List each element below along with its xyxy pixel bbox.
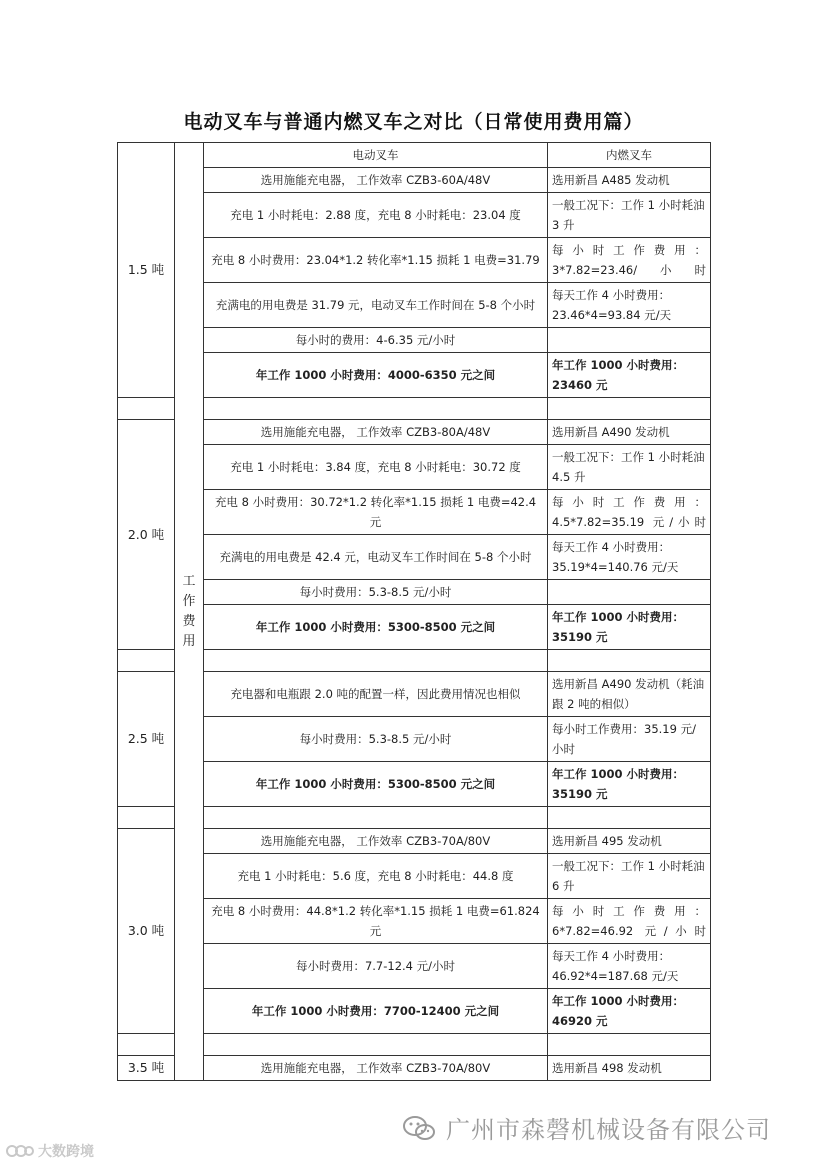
combustion-annual-cell: 年工作 1000 小时费用： 46920 元 [548,989,711,1034]
electric-cell: 每小时费用：5.3-8.5 元/小时 [204,717,548,762]
company-name: 广州市森磬机械设备有限公司 [446,1116,771,1144]
tonnage-cell: 1.5 吨 [118,143,175,398]
table-row [118,944,711,989]
combustion-cell: 选用新昌 A485 发动机 [548,168,711,193]
table-row [118,899,711,944]
brand-logo-icon [6,1143,34,1159]
table-row [118,445,711,490]
electric-cell: 充电 8 小时费用：30.72*1.2 转化率*1.15 损耗 1 电费=42.4 元 [204,490,548,535]
electric-header: 电动叉车 [204,143,548,168]
table-row [118,762,711,807]
empty-cell [118,650,175,672]
electric-cell: 选用施能充电器， 工作效率 CZB3-80A/48V [204,420,548,445]
table-row [118,580,711,605]
category-label: 工作费用 [182,573,196,649]
combustion-annual-cell: 年工作 1000 小时费用： 23460 元 [548,353,711,398]
combustion-cell: 每 小 时 工 作 费 用 ： 3*7.82=23.46/小时 [548,238,711,283]
table-row [118,605,711,650]
electric-cell: 选用施能充电器， 工作效率 CZB3-70A/80V [204,1056,548,1081]
table-row [118,283,711,328]
page-title: 电动叉车与普通内燃叉车之对比（日常使用费用篇） [183,111,644,133]
electric-annual-cell: 年工作 1000 小时费用：5300-8500 元之间 [204,762,548,807]
tonnage-cell: 3.5 吨 [118,1056,175,1081]
electric-cell: 充电 1 小时耗电：2.88 度，充电 8 小时耗电：23.04 度 [204,193,548,238]
electric-cell: 充电 1 小时耗电：3.84 度，充电 8 小时耗电：30.72 度 [204,445,548,490]
wechat-icon [402,1114,436,1142]
company-footer [402,1110,771,1145]
table-row [118,168,711,193]
combustion-cell: 每小时工作费用：35.19 元/小时 [548,717,711,762]
empty-cell [548,398,711,420]
tonnage-cell: 3.0 吨 [118,829,175,1034]
empty-cell [118,398,175,420]
table-row [118,490,711,535]
electric-cell: 充满电的用电费是 42.4 元，电动叉车工作时间在 5-8 个小时 [204,535,548,580]
combustion-cell: 选用新昌 498 发动机 [548,1056,711,1081]
spacer-row [118,398,711,420]
electric-annual-cell: 年工作 1000 小时费用：5300-8500 元之间 [204,605,548,650]
electric-cell: 每小时费用：5.3-8.5 元/小时 [204,580,548,605]
empty-cell [548,807,711,829]
combustion-cell: 每 小 时 工 作 费 用 ： 6*7.82=46.92 元/小时 [548,899,711,944]
combustion-cell: 选用新昌 495 发动机 [548,829,711,854]
cost-comparison-table [117,142,711,1081]
spacer-row [118,807,711,829]
table-row [118,1056,711,1081]
table-row [118,238,711,283]
spacer-row [118,650,711,672]
table-row [118,854,711,899]
electric-cell: 充电 8 小时费用：23.04*1.2 转化率*1.15 损耗 1 电费=31.79 [204,238,548,283]
table-row [118,989,711,1034]
combustion-cell: 每天工作 4 小时费用： 23.46*4=93.84 元/天 [548,283,711,328]
watermark-text: 大数跨境 [38,1144,94,1160]
electric-cell: 每小时的费用：4-6.35 元/小时 [204,328,548,353]
electric-annual-cell: 年工作 1000 小时费用：4000-6350 元之间 [204,353,548,398]
combustion-cell: 选用新昌 A490 发动机 [548,420,711,445]
combustion-cell [548,328,711,353]
combustion-annual-cell: 年工作 1000 小时费用： 35190 元 [548,605,711,650]
tonnage-cell: 2.5 吨 [118,672,175,807]
empty-cell [548,1034,711,1056]
empty-cell [118,1034,175,1056]
electric-cell: 充电 8 小时费用：44.8*1.2 转化率*1.15 损耗 1 电费=61.824 元 [204,899,548,944]
table-row [118,717,711,762]
combustion-cell: 一般工况下：工作 1 小时耗油 4.5 升 [548,445,711,490]
combustion-cell: 每 小 时 工 作 费 用 ： 4.5*7.82=35.19 元/小时 [548,490,711,535]
empty-cell [548,650,711,672]
combustion-cell [548,580,711,605]
watermark [6,1141,94,1161]
table-row [118,193,711,238]
header-row [118,143,711,168]
table-row [118,328,711,353]
electric-cell: 充电 1 小时耗电：5.6 度，充电 8 小时耗电：44.8 度 [204,854,548,899]
table-row [118,535,711,580]
electric-cell: 充满电的用电费是 31.79 元，电动叉车工作时间在 5-8 个小时 [204,283,548,328]
electric-cell: 选用施能充电器， 工作效率 CZB3-70A/80V [204,829,548,854]
combustion-cell: 选用新昌 A490 发动机（耗油跟 2 吨的相似） [548,672,711,717]
tonnage-cell: 2.0 吨 [118,420,175,650]
combustion-header: 内燃叉车 [548,143,711,168]
combustion-annual-cell: 年工作 1000 小时费用： 35190 元 [548,762,711,807]
empty-cell [118,807,175,829]
empty-cell [204,1034,548,1056]
combustion-cell: 每天工作 4 小时费用： 46.92*4=187.68 元/天 [548,944,711,989]
combustion-cell: 一般工况下：工作 1 小时耗油 6 升 [548,854,711,899]
table-row [118,353,711,398]
empty-cell [204,398,548,420]
electric-cell: 充电器和电瓶跟 2.0 吨的配置一样，因此费用情况也相似 [204,672,548,717]
category-cell [175,143,204,1081]
electric-cell: 选用施能充电器， 工作效率 CZB3-60A/48V [204,168,548,193]
table-row [118,672,711,717]
empty-cell [204,650,548,672]
electric-annual-cell: 年工作 1000 小时费用：7700-12400 元之间 [204,989,548,1034]
combustion-cell: 一般工况下：工作 1 小时耗油 3 升 [548,193,711,238]
spacer-row [118,1034,711,1056]
electric-cell: 每小时费用：7.7-12.4 元/小时 [204,944,548,989]
table-row [118,420,711,445]
empty-cell [204,807,548,829]
table-row [118,829,711,854]
combustion-cell: 每天工作 4 小时费用： 35.19*4=140.76 元/天 [548,535,711,580]
